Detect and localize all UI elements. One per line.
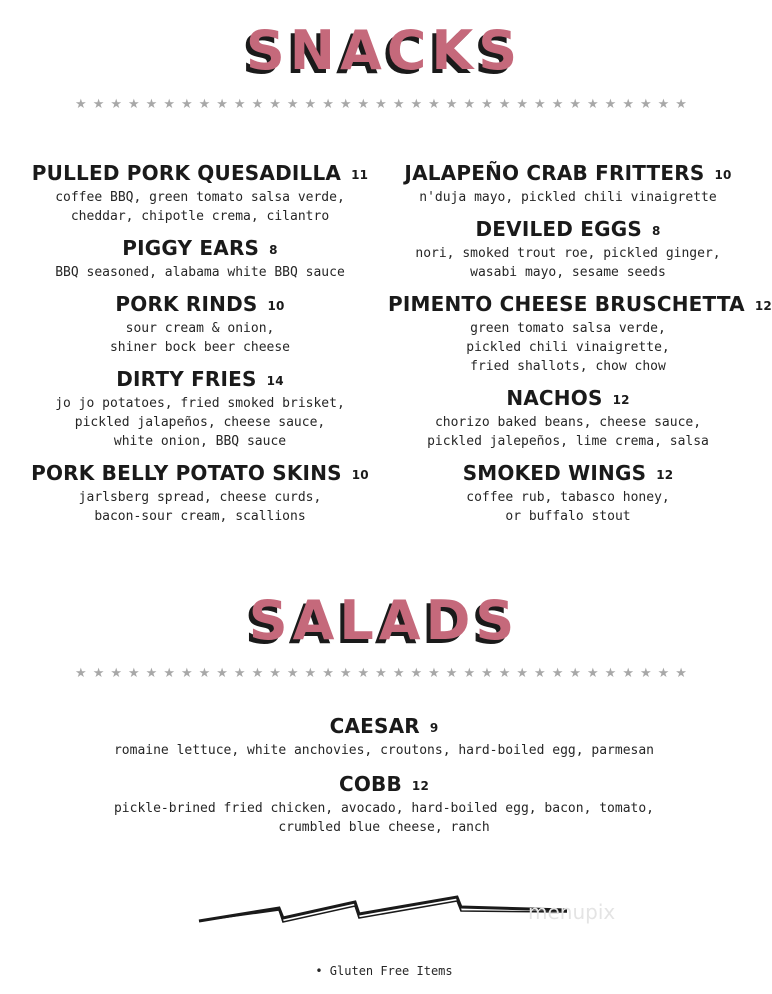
item-description: pickled chili vinaigrette, [466, 340, 670, 355]
salads-heading: SALADS [248, 589, 520, 652]
item-price: 10 [267, 299, 285, 313]
menu-item [20, 366, 380, 451]
item-price: 14 [266, 374, 284, 388]
watermark: menupix [528, 900, 616, 924]
menu-item [388, 160, 748, 207]
gluten-free-legend: • Gluten Free Items [315, 964, 453, 978]
item-name: SMOKED WINGS [462, 461, 647, 485]
item-name: JALAPEÑO CRAB FRITTERS [404, 161, 705, 185]
menu-item [388, 385, 748, 451]
item-description: green tomato salsa verde, [470, 321, 666, 336]
item-name: PORK RINDS [115, 292, 258, 316]
menu-item [20, 235, 380, 282]
item-description: coffee BBQ, green tomato salsa verde, [55, 190, 345, 205]
item-price: 8 [651, 224, 661, 238]
item-description: nori, smoked trout roe, pickled ginger, [415, 246, 721, 261]
item-description: sour cream & onion, [125, 321, 275, 336]
item-name: COBB [338, 772, 402, 796]
snacks-heading: SNACKS [245, 19, 523, 82]
item-description: n'duja mayo, pickled chili vinaigrette [419, 190, 717, 205]
item-description: fried shallots, chow chow [470, 359, 666, 374]
item-description: wasabi mayo, sesame seeds [470, 265, 666, 280]
item-description: crumbled blue cheese, ranch [278, 820, 490, 835]
item-description: shiner bock beer cheese [109, 340, 290, 355]
star-divider: ★★★★★★★★★★★★★★★★★★★★★★★★★★★★★★★★★★★ [75, 97, 693, 112]
item-description: jarlsberg spread, cheese curds, [78, 490, 322, 505]
item-description: coffee rub, tabasco honey, [466, 490, 670, 505]
item-name: PIMENTO CHEESE BRUSCHETTA [388, 292, 745, 316]
item-description: cheddar, chipotle crema, cilantro [70, 209, 330, 224]
item-description: or buffalo stout [505, 509, 631, 524]
item-description: pickled jalapeños, cheese sauce, [74, 415, 326, 430]
item-price: 10 [351, 468, 369, 482]
item-price: 11 [351, 168, 369, 182]
item-name: NACHOS [506, 386, 603, 410]
item-price: 12 [612, 393, 630, 407]
item-description: chorizo baked beans, cheese sauce, [434, 415, 702, 430]
menu-item [0, 771, 768, 837]
item-name: PORK BELLY POTATO SKINS [31, 461, 342, 485]
item-name: PULLED PORK QUESADILLA [31, 161, 342, 185]
menu-item [20, 460, 380, 526]
menu-item [388, 291, 772, 376]
item-description: pickle-brined fried chicken, avocado, hard-boiled egg, bacon, tomato, [113, 801, 655, 816]
item-price: 12 [754, 299, 772, 313]
menu-item [20, 160, 380, 226]
item-description: jo jo potatoes, fried smoked brisket, [55, 396, 345, 411]
item-name: DEVILED EGGS [475, 217, 642, 241]
menu-item [388, 216, 748, 282]
item-price: 10 [714, 168, 732, 182]
item-description: white onion, BBQ sauce [113, 434, 287, 449]
item-description: bacon-sour cream, scallions [94, 509, 306, 524]
item-description: romaine lettuce, white anchovies, croutons, hard-boiled egg, parmesan [113, 743, 655, 758]
menu-item [20, 291, 380, 357]
menu-item [388, 460, 748, 526]
item-name: PIGGY EARS [122, 236, 260, 260]
item-price: 12 [656, 468, 674, 482]
item-price: 8 [269, 243, 278, 257]
item-name: CAESAR [329, 714, 420, 738]
star-divider: ★★★★★★★★★★★★★★★★★★★★★★★★★★★★★★★★★★★ [75, 666, 693, 681]
item-name: DIRTY FRIES [116, 367, 257, 391]
item-price: 9 [429, 721, 439, 735]
item-price: 12 [411, 779, 430, 793]
menu-item [0, 713, 768, 760]
item-description: BBQ seasoned, alabama white BBQ sauce [55, 265, 345, 280]
item-description: pickled jalepeños, lime crema, salsa [427, 434, 709, 449]
lightning-bolt-decoration [195, 888, 575, 928]
